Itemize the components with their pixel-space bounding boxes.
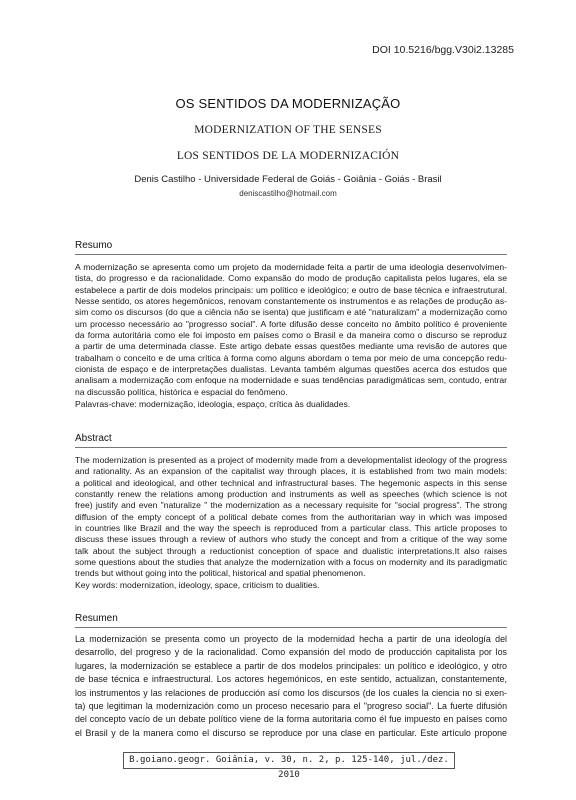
resumen-line: ta) que legitiman la modernización como un proceso necesario para el "progreso social". La fuerte difusión (75, 701, 507, 712)
resumen-heading: Resumen (75, 613, 118, 624)
resumo-divider (75, 254, 507, 255)
abstract-line: a political and ideological, and other technical and infrastructural bases. The hegemonic aspects in this sense (75, 477, 507, 488)
resumo-line: cionista de espaço e de interpretações dualistas. Levanta também algumas questões acerca dos estudos que (75, 364, 507, 375)
abstract-keywords: Key words: modernization, ideology, space, criticism to dualities. (75, 580, 320, 590)
resumo-heading: Resumo (75, 240, 113, 251)
abstract-line: and rationality. As an expansion of the capitalist way through places, it is established from two main models: (75, 466, 507, 477)
resumo-line: na discussão política, histórica e espacial do fenômeno. (75, 386, 288, 397)
abstract-line: in countries like Brazil and the way the speech is reproduced from a particular class. This article proposes to (75, 523, 507, 534)
title-portuguese: OS SENTIDOS DA MODERNIZAÇÃO (175, 96, 401, 111)
abstract-body (75, 455, 507, 580)
resumo-keywords: Palavras-chave: modernização, ideologia, espaço, crítica às dualidades. (75, 399, 351, 409)
resumo-line: um processo necessário ao "progresso social". A forte difusão desse conceito no âmbito político é proveniente (75, 318, 507, 329)
abstract-line: diffusion of the empty concept of a political debate comes from the authoritarian way in which was imposed (75, 511, 507, 522)
abstract-line: trends but without going into the political, historical and spatial phenomenon. (75, 568, 366, 579)
abstract-heading: Abstract (75, 433, 112, 444)
abstract-line: free) justify and even "naturalize " the modernization as a necessary requisite for "social progress". The strong (75, 500, 507, 511)
author-affiliation: Denis Castilho - Universidade Federal de Goiás - Goiânia - Goiás - Brasil (134, 174, 442, 185)
resumen-line: del concepto vacío de un debate político viene de la forma autoritaria como él fue impuesto en países como (75, 714, 507, 725)
resumo-line: da forma autoritária como ele foi imposto em países como o Brasil e da maneira como o discurso se reproduz (75, 330, 507, 341)
resumen-line: desarrollo, del progreso y de la racionalidad. Como expansión del modo de producción capitalista por los (75, 647, 507, 658)
resumen-line: La modernización se presenta como un proyecto de la modernidad hecha a partir de una ideología del (75, 634, 507, 644)
resumo-line: estabelece a partir de dois modelos principais: um político e ideológico; e outro de base técnica e infraestrutural. (75, 284, 507, 295)
journal-citation-box: B.goiano.geogr. Goiânia, v. 30, n. 2, p. 125-140, jul./dez. 2010 (123, 752, 455, 769)
abstract-line: some questions about the studies that analyze the modernization with a focus on modernity and its paradigmatic (75, 557, 507, 568)
author-email[interactable]: deniscastilho@hotmail.com (239, 189, 337, 198)
abstract-line: discuss these issues through a review of authors who study the concept and from a critique of the way some (75, 534, 507, 545)
resumen-line: de base técnica e infraestructural. Los actores hegemónicos, en este sentido, actualizan, constantemente, (75, 674, 507, 685)
resumo-line: analisam a modernização com enfoque na modernidade e suas tendências paradigmáticas sem, contudo, entrar (75, 375, 507, 386)
resumen-line: el Brasil y de la manera como el discurso se reproduce por una clase en particular. Este artículo propone (75, 727, 507, 738)
resumo-line: sim como os discursos (do que a ciência não se isenta) que justificam e até "naturalizam" a modernização como (75, 307, 507, 318)
resumo-line: tista, do progresso e da racionalidade. Como expansão do modo de produção capitalista pelos lugares, ela se (75, 273, 507, 284)
resumo-line: A modernização se apresenta como um projeto da modernidade feita a partir de uma ideologia desenvolvimen- (75, 262, 507, 272)
abstract-line: talk about the subject through a reductionist conception of space and dualistic interpretations.It also raises (75, 545, 507, 556)
resumen-line: los instrumentos y las relaciones de producción así como los discursos (de los cuales la ciencia no si exen- (75, 687, 507, 698)
resumen-body (75, 633, 507, 740)
title-spanish: LOS SENTIDOS DE LA MODERNIZACIÓN (176, 150, 400, 162)
resumo-line: trabalham o conceito e de uma crítica à forma como alguns abordam o tema por meio de uma concepção redu- (75, 352, 507, 363)
resumo-line: a partir de uma determinada classe. Este artigo debate essas questões mediante uma revisão de autores que (75, 341, 507, 352)
resumen-line: lugares, la modernización se establece a partir de dos modelos principales: un político e ideológico, y otro (75, 660, 507, 671)
resumo-body (75, 262, 507, 398)
abstract-divider (75, 447, 507, 448)
resumen-divider (75, 627, 507, 628)
abstract-line: The modernization is presented as a project of modernity made from a developmentalist ideology of the progress (75, 455, 507, 465)
resumo-line: Nesse sentido, os atores hegemônicos, renovam constantemente os instrumentos e as relações de produção as- (75, 296, 507, 307)
doi-label: DOI 10.5216/bgg.V30i2.13285 (372, 44, 514, 56)
title-english: MODERNIZATION OF THE SENSES (194, 124, 382, 136)
abstract-line: constantly renew the relations among production and instruments as well as speeches (which science is not (75, 489, 507, 500)
